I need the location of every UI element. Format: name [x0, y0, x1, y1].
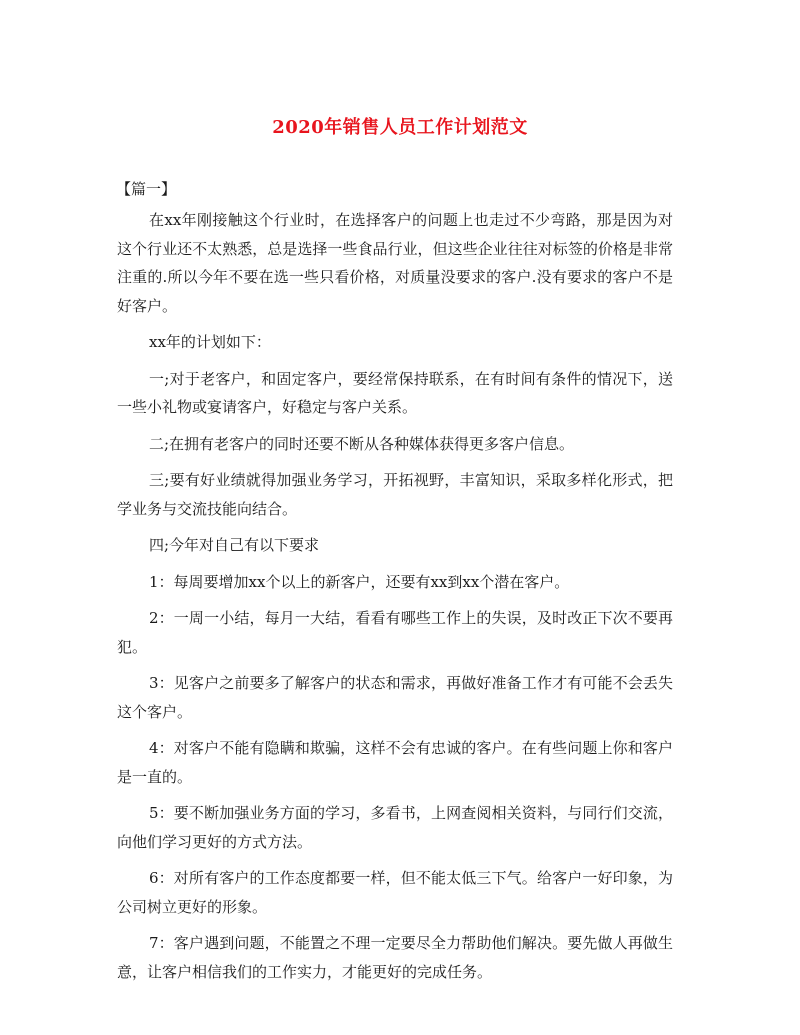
paragraph-requirement-1: 1：每周要增加xx个以上的新客户，还要有xx到xx个潜在客户。: [149, 572, 570, 591]
paragraph-requirement-3: 3：见客户之前要多了解客户的状态和需求，再做好准备工作才有可能不会丢失这个客户。: [117, 674, 673, 721]
document-title: 2020年销售人员工作计划范文: [272, 117, 528, 138]
paragraph-requirement-7: 7：客户遇到问题，不能置之不理一定要尽全力帮助他们解决。要先做人再做生意，让客户相信我们的工作实力，才能更好的完成任务。: [117, 934, 673, 981]
paragraph-intro: 在xx年刚接触这个行业时，在选择客户的问题上也走过不少弯路，那是因为对这个行业还不太熟悉，总是选择一些食品行业，但这些企业往往对标签的价格是非常注重的.所以今年不要在选一些只看价格，对质量没要求的客户.没有要求的客户不是好客户。: [117, 211, 673, 315]
paragraph-item-two: 二;在拥有老客户的同时还要不断从各种媒体获得更多客户信息。: [149, 434, 575, 453]
paragraph-plan-heading: xx年的计划如下：: [149, 333, 271, 351]
section-label: 【篇一】: [116, 180, 177, 198]
paragraph-requirement-2: 2：一周一小结，每月一大结，看看有哪些工作上的失误，及时改正下次不要再犯。: [117, 609, 673, 656]
paragraph-requirement-4: 4：对客户不能有隐瞒和欺骗，这样不会有忠诚的客户。在有些问题上你和客户是一直的。: [117, 739, 673, 786]
paragraph-item-one: 一;对于老客户，和固定客户，要经常保持联系，在有时间有条件的情况下，送一些小礼物或宴请客户，好稳定与客户关系。: [117, 369, 673, 416]
document-body: [117, 206, 673, 994]
paragraph-item-three: 三;要有好业绩就得加强业务学习，开拓视野，丰富知识，采取多样化形式，把学业务与交流技能向结合。: [117, 471, 673, 518]
paragraph-item-four: 四;今年对自己有以下要求: [149, 536, 320, 554]
paragraph-requirement-5: 5：要不断加强业务方面的学习，多看书，上网查阅相关资料，与同行们交流，向他们学习更好的方式方法。: [117, 804, 673, 851]
paragraph-requirement-6: 6：对所有客户的工作态度都要一样，但不能太低三下气。给客户一好印象，为公司树立更好的形象。: [117, 869, 673, 916]
